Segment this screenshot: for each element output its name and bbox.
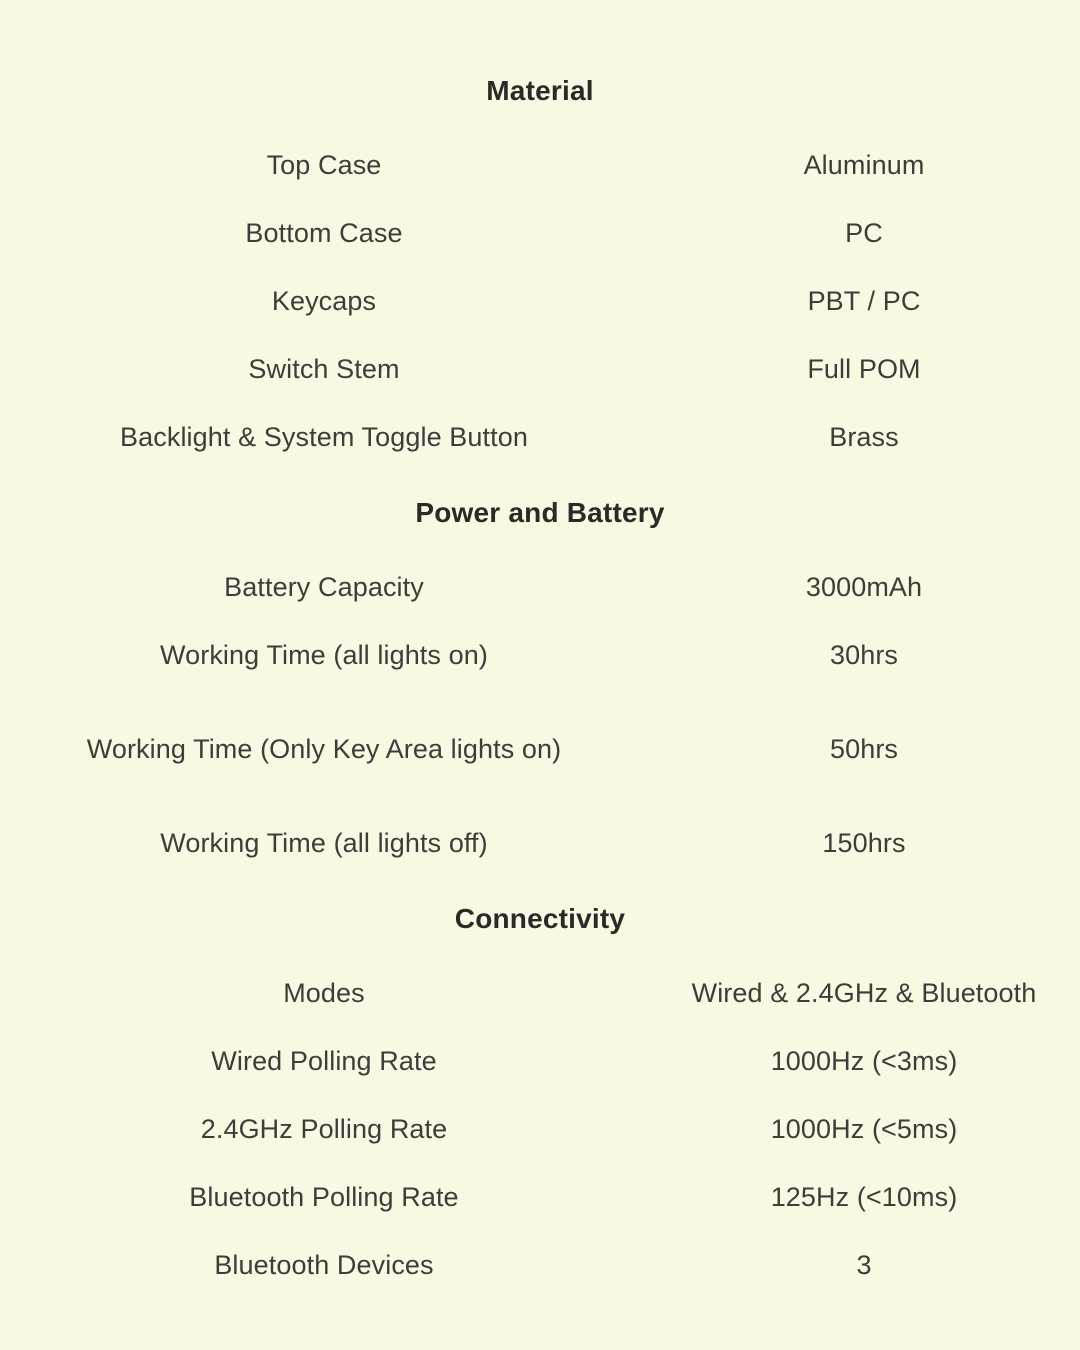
spec-label: Battery Capacity xyxy=(224,572,424,603)
section-title-material: Material xyxy=(486,75,594,106)
spec-value: Aluminum xyxy=(803,150,925,181)
spec-row-24ghz-polling xyxy=(0,1096,1080,1164)
spec-row-working-time-all-off xyxy=(0,810,1080,878)
spec-label: Top Case xyxy=(266,150,382,181)
spec-row-switch-stem xyxy=(0,336,1080,404)
spec-value: Full POM xyxy=(807,354,921,385)
spec-label: Bottom Case xyxy=(245,218,403,249)
spec-row-bluetooth-polling xyxy=(0,1164,1080,1232)
spec-value: 3000mAh xyxy=(805,572,923,603)
spec-row-top-case xyxy=(0,132,1080,200)
spec-label: Working Time (all lights off) xyxy=(160,828,488,859)
spec-label: Bluetooth Polling Rate xyxy=(189,1182,459,1213)
spec-value: 1000Hz (<3ms) xyxy=(770,1046,958,1077)
spec-label: Wired Polling Rate xyxy=(211,1046,437,1077)
spec-value: PC xyxy=(845,218,883,249)
spec-row-bottom-case xyxy=(0,200,1080,268)
section-title-power-battery: Power and Battery xyxy=(415,497,665,528)
spec-label: Switch Stem xyxy=(248,354,400,385)
spec-row-keycaps xyxy=(0,268,1080,336)
spec-row-working-time-key-area xyxy=(0,716,1080,784)
spec-label: Working Time (all lights on) xyxy=(160,640,488,671)
spec-row-working-time-all-on xyxy=(0,622,1080,690)
spec-label: 2.4GHz Polling Rate xyxy=(200,1114,448,1145)
spec-label: Working Time (Only Key Area lights on) xyxy=(86,734,562,765)
spec-label: Backlight & System Toggle Button xyxy=(120,422,528,453)
spec-row-modes xyxy=(0,960,1080,1028)
spec-row-wired-polling xyxy=(0,1028,1080,1096)
spec-label: Modes xyxy=(283,978,365,1009)
spec-value: 1000Hz (<5ms) xyxy=(770,1114,958,1145)
spec-row-battery-capacity xyxy=(0,554,1080,622)
section-title-connectivity: Connectivity xyxy=(454,903,626,934)
spec-value: Wired & 2.4GHz & Bluetooth xyxy=(691,978,1037,1009)
spec-value: 125Hz (<10ms) xyxy=(770,1182,958,1213)
spec-value: 50hrs xyxy=(829,734,899,765)
spec-value: 3 xyxy=(856,1250,872,1281)
spec-value: Brass xyxy=(829,422,899,453)
spec-label: Keycaps xyxy=(271,286,377,317)
spec-row-backlight-toggle xyxy=(0,404,1080,472)
spec-label: Bluetooth Devices xyxy=(214,1250,434,1281)
spec-value: 150hrs xyxy=(822,828,906,859)
spec-value: PBT / PC xyxy=(807,286,921,317)
spec-value: 30hrs xyxy=(829,640,899,671)
spec-row-bluetooth-devices xyxy=(0,1232,1080,1300)
